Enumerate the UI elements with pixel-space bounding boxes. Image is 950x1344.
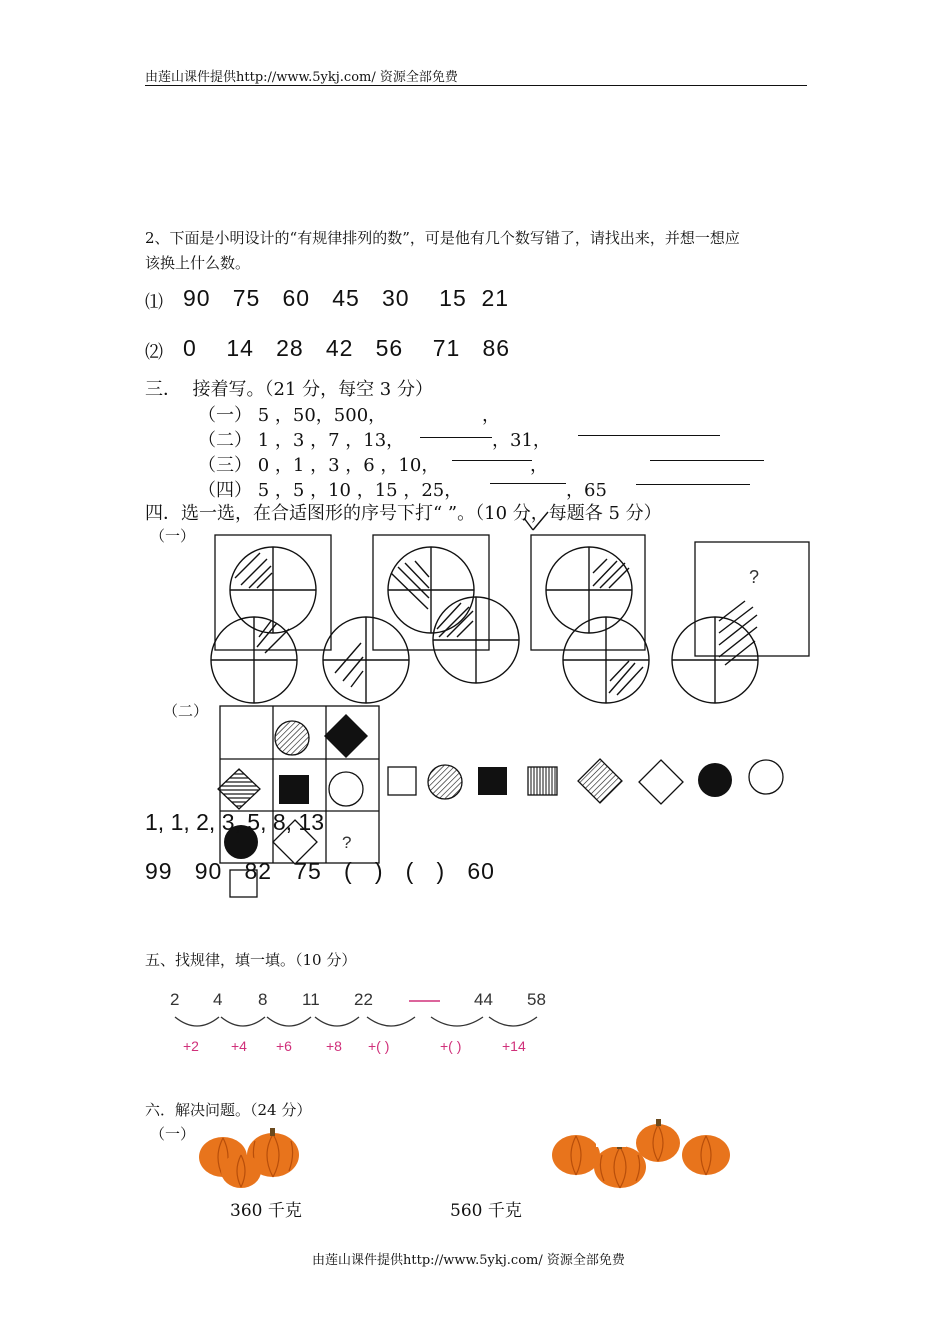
choice-white-square-icon [388,767,416,795]
sec3-row4-tail: ，65 [566,480,607,501]
sec3-row2-blank1[interactable] [420,437,492,438]
white-patch [596,1133,626,1147]
seq-number-4: 11 [302,990,320,1009]
q2-item2-values: 0 14 28 42 56 71 86 [183,335,511,361]
pumpkin-group-left [195,1125,315,1195]
sec3-row1: （一） 5 ，50，500， [198,405,387,426]
white-circle-icon [329,772,363,806]
choice-white-diamond-icon [639,760,683,804]
black-square-icon [279,775,309,804]
sec3-row4-blank2[interactable] [636,484,750,485]
inc-label-3: +6 [276,1038,292,1054]
header-rule [145,85,807,86]
pumpkin-icon [682,1135,730,1175]
sec4-part1-label: （一） [150,527,196,545]
q2-item1-values: 90 75 60 45 30 15 21 [183,285,510,311]
seq-number-2: 4 [213,990,223,1009]
seq-number-6: 44 [474,990,493,1009]
q2-intro-line1: 2、下面是小明设计的“有规律排列的数”，可是他有几个数写错了，请找出来，并想一想应 [145,229,740,247]
choice-hatched-circle-icon [428,765,462,799]
sec3-row3-blank2[interactable] [650,460,764,461]
choice-hatched-square-icon [528,767,557,795]
sec3-row2-blank2[interactable] [578,435,720,436]
inc-label-4: +8 [326,1038,342,1054]
number-sequence: 99 90 82 75 ( ) ( ) 60 [145,858,495,884]
sec3-row3-blank1[interactable] [452,460,532,461]
sec3-title: 三． 接着写。（21 分，每空 3 分） [145,379,433,400]
sec6-title: 六．解决问题。（24 分） [145,1101,312,1119]
pumpkin-icon [552,1135,600,1175]
increment-pattern [165,985,565,1065]
inc-label-6: +( ) [440,1038,462,1054]
sec6-part1-label: （一） [150,1125,196,1143]
sec3-row4-blank1[interactable] [490,483,566,484]
q2-intro-line2: 该换上什么数。 [145,254,251,272]
pumpkin-icon [636,1119,680,1162]
weight-left: 360 千克 [230,1201,302,1221]
sec3-row2-tail: ，31， [492,430,551,451]
seq-number-5: 22 [354,990,373,1009]
sec3-row1-comma: ， [482,405,500,426]
weight-right: 560 千克 [450,1201,522,1221]
page-footer: 由莲山课件提供http://www.5ykj.com/ 资源全部免费 [312,1253,625,1268]
hatched-circle-icon [275,721,309,755]
inc-label-2: +4 [231,1038,247,1054]
choice-black-square-icon [478,767,507,795]
striped-diamond-icon [218,769,260,809]
pumpkin-group-right [548,1115,738,1195]
circle-pattern-puzzle [205,533,825,713]
inc-label-7: +14 [502,1038,526,1054]
grid-question-mark: ? [342,833,352,852]
black-diamond-icon [324,714,368,758]
sec3-row3: （三） 0 ，1 ，3 ，6 ，10， [198,455,440,476]
choice-hatched-diamond-icon [578,759,622,803]
sec3-row4: （四） 5 ，5 ，10 ，15 ，25， [198,480,463,501]
option-question-mark: ? [749,567,760,587]
seq-number-7: 58 [527,990,546,1009]
choice-white-circle-icon [749,760,783,794]
seq-number-1: 2 [170,990,180,1009]
sec4-title: 四．选一选，在合适图形的序号下打“ ”。（10 分，每题各 5 分） [145,503,662,524]
pumpkin-icon [221,1154,261,1188]
sec3-row2: （二） 1 ，3 ，7 ，13， [198,430,405,451]
inc-label-5: +( ) [368,1038,390,1054]
inc-label-1: +2 [183,1038,199,1054]
arc-arrows [175,1017,537,1026]
fibonacci-sequence: 1, 1, 2, 3, 5, 8, 13 [145,809,325,835]
sec4-part2-label: （二） [163,702,209,720]
choice-black-circle-icon [698,763,732,797]
sec3-row3-comma: ， [530,455,548,476]
seq-number-3: 8 [258,990,268,1009]
sec5-title: 五、找规律，填一填。（10 分） [145,951,357,969]
q2-item1-label: ⑴ [145,292,163,313]
q2-item2-label: ⑵ [145,342,163,363]
page-header: 由莲山课件提供http://www.5ykj.com/ 资源全部免费 [145,70,458,85]
